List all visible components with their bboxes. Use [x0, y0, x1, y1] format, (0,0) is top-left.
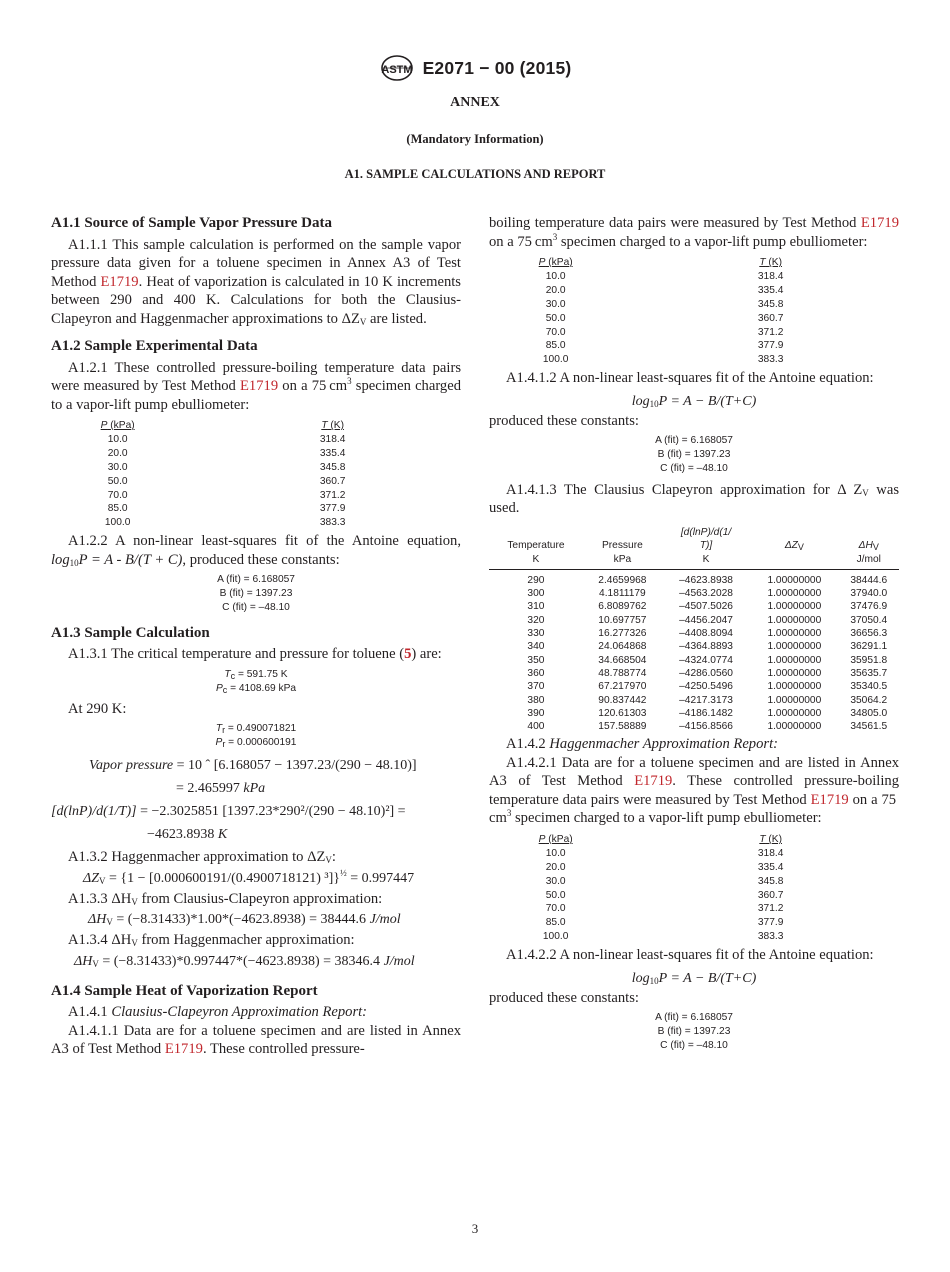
table-row: 20.0 335.4 — [545, 284, 784, 296]
page-header — [0, 54, 950, 87]
reduced-constants: $T_r = 0.490071821$ $P_r = 0.000600191$ — [215, 723, 297, 750]
equation-derivative: [d(lnP)/d(1/T)] = −2.3025851 [1397.23*290²/(290 − 48.10)²] = −4623.8938 K — [51, 804, 406, 843]
equation-delta-z: $\Delta Z_V = \{1 - [0.000600191/(0.4900718121) ^3]\}^{\frac{1}{2}} = 0.997447$ — [83, 867, 415, 886]
right-column — [489, 214, 899, 1058]
column-header-derivative: [d(lnP)/d(1/ T)] K — [662, 526, 750, 569]
table-row: 85.0 377.9 — [545, 340, 784, 352]
equation-delta-h-hagg: $\Delta H_V = (-8.31433)*0.997447*(-4623.8938) = 38346.4$ J/mol — [74, 953, 415, 969]
produced-constants-label: produced these constants: — [489, 989, 639, 1006]
table-row: 100.0 383.3 — [104, 517, 346, 529]
link-e1719[interactable]: E1719 — [164, 1041, 203, 1058]
antoine-constants: A (fit) = 6.168057 B (fit) = 1397.23 C (fit) = –48.10 — [217, 574, 295, 614]
table-row: 20.0 335.4 — [545, 861, 784, 873]
antoine-equation: $\log_{10}P = A - B/(T+C)$ — [631, 393, 757, 409]
paragraph-a1-2-2: A1.2.2 A non-linear least-squares fit of the Antoine equation, $\log_{10}P = A - B/(T + C)$, produced these constants: — [51, 533, 461, 568]
table-row: 85.0 377.9 — [107, 503, 346, 515]
table-row: 10.0 318.4 — [545, 270, 784, 282]
annex-title: ANNEX — [450, 95, 500, 110]
table-row: 100.0 383.3 — [542, 354, 784, 366]
link-e1719[interactable]: E1719 — [634, 773, 673, 790]
paragraph-a1-4-1-1: A1.4.1.1 Data are for a toluene specimen and are listed in Annex A3 of Test Method E1719. These controlled pressure- — [51, 1022, 461, 1058]
clausius-clapeyron-table — [489, 526, 899, 733]
annex-section-title: A1. SAMPLE CALCULATIONS AND REPORT — [344, 167, 606, 181]
table-row: 290 2.4659968 –4623.8938 1.00000000 38444.6 — [527, 574, 888, 586]
astm-logo-icon — [379, 54, 415, 82]
left-column — [51, 214, 461, 1059]
paragraph-a1-3-3: A1.3.3 $\Delta H_V$ from Clausius-Clapeyron approximation: — [68, 890, 383, 907]
equation-vapor-pressure: Vapor pressure = 10 ˆ [6.168057 − 1397.23/(290 − 48.10)] = 2.465997 kPa — [89, 758, 417, 797]
pressure-temperature-table: P (kPa) T (K) 10.0 318.4 20.0 335.4 30.0 345.8 50.0 360.7 70.0 371.2 85.0 377.9 100.0 383.3 — [81, 419, 411, 530]
paragraph-a1-4-1: A1.4.1 Clausius-Clapeyron Approximation Report: — [68, 1004, 368, 1021]
paragraph-a1-1-1: A1.1.1 This sample calculation is performed on the sample vapor pressure data given for a toluene specimen in Annex A3 of Test Method E1719. Heat of vaporization is calculated in 10 K increments between 290 and 400 K. Calculations for both the Clausius-Clapeyron and Haggenmacher approximations to $\Delta Z_V$ are listed. — [51, 236, 461, 327]
table-row: 300 4.1811179 –4563.2028 1.00000000 37940.0 — [527, 588, 888, 600]
at-290k-label: At 290 K: — [68, 700, 127, 717]
annex-subtitle: (Mandatory Information) — [406, 132, 544, 146]
equation-delta-h-cc: $\Delta H_V = (-8.31433)*1.00*(-4623.8938) = 38444.6$ J/mol — [88, 912, 401, 928]
table-row: 20.0 335.4 — [107, 447, 346, 459]
table-row: 70.0 371.2 — [545, 326, 784, 338]
paragraph-a1-4-1-2: A1.4.1.2 A non-linear least-squares fit of the Antoine equation: — [506, 370, 874, 387]
table-row: 50.0 360.7 — [107, 475, 346, 487]
table-row: 30.0 345.8 — [545, 298, 784, 310]
antoine-constants: A (fit) = 6.168057 B (fit) = 1397.23 C (fit) = –48.10 — [655, 1012, 733, 1051]
column-header-delta-z: $\Delta Z_V$ — [750, 526, 838, 569]
table-row: 30.0 345.8 — [545, 875, 784, 887]
table-row: 330 16.277326 –4408.8094 1.00000000 36656.3 — [527, 628, 888, 640]
table-row: 340 24.064868 –4364.8893 1.00000000 36291.1 — [527, 641, 888, 653]
paragraph-a1-4-2: A1.4.2 Haggenmacher Approximation Report: — [506, 736, 778, 753]
paragraph-a1-2-1: A1.2.1 These controlled pressure-boiling temperature data pairs were measured by Test Method E1719 on a 75 $cm^3$ specimen charged to a vapor-lift pump ebulliometer: — [51, 359, 461, 413]
pressure-temperature-table: P (kPa) T (K) 10.0 318.4 20.0 335.4 30.0 345.8 50.0 360.7 70.0 371.2 85.0 377.9 100.0 383.3 — [519, 833, 849, 944]
table-row: 320 10.697757 –4456.2047 1.00000000 37050.4 — [527, 614, 888, 626]
table-row: 100.0 383.3 — [542, 931, 784, 943]
table-row: 310 6.8089762 –4507.5026 1.00000000 37476.9 — [527, 601, 888, 613]
svg-text:ASTM: ASTM — [380, 64, 413, 76]
reference-link[interactable]: 5 — [404, 646, 412, 663]
heading-a1-1: A1.1 Source of Sample Vapor Pressure Data — [51, 215, 332, 231]
table-row: 400 157.58889 –4156.8566 1.00000000 34561.5 — [527, 721, 888, 733]
table-row: 50.0 360.7 — [545, 312, 784, 324]
link-e1719[interactable]: E1719 — [240, 378, 279, 394]
column-header-delta-h: $\Delta H_V$ J/mol — [839, 526, 899, 569]
heading-a1-4: A1.4 Sample Heat of Vaporization Report — [51, 982, 318, 999]
link-e1719[interactable]: E1719 — [810, 791, 849, 808]
paragraph-a1-4-2-2: A1.4.2.2 A non-linear least-squares fit of the Antoine equation: — [506, 947, 874, 964]
table-row: 30.0 345.8 — [107, 461, 346, 473]
table-row: 10.0 318.4 — [545, 847, 784, 859]
table-row: 10.0 318.4 — [107, 433, 346, 445]
paragraph-a1-4-2-1: A1.4.2.1 Data are for a toluene specimen and are listed in Annex A3 of Test Method E1719. These controlled pressure-boiling temperature data pairs were measured by Test Method E1719 on a 75 $cm^3$ specimen charged to a vapor-lift pump ebulliometer: — [489, 754, 899, 827]
pressure-temperature-table: P (kPa) T (K) 10.0 318.4 20.0 335.4 30.0 345.8 50.0 360.7 70.0 371.2 85.0 377.9 100.0 383.3 — [519, 256, 849, 367]
table-row: 85.0 377.9 — [545, 917, 784, 929]
paragraph-a1-4-1-1-cont: boiling temperature data pairs were measured by Test Method E1719 on a 75 $cm^3$ specimen charged to a vapor-lift pump ebulliometer: — [489, 215, 899, 250]
column-header-pressure: Pressure kPa — [583, 526, 662, 569]
table-row: 350 34.668504 –4324.0774 1.00000000 35951.8 — [527, 654, 888, 666]
link-e1719[interactable]: E1719 — [100, 273, 139, 290]
paragraph-a1-4-1-3: A1.4.1.3 The Clausius Clapeyron approximation for Δ $Z_V$ was used. — [489, 481, 899, 517]
table-row: 50.0 360.7 — [545, 889, 784, 901]
link-e1719[interactable]: E1719 — [860, 215, 899, 231]
antoine-equation: $\log_{10}P = A - B/(T+C)$ — [631, 970, 757, 986]
table-row: 360 48.788774 –4286.0560 1.00000000 35635.7 — [527, 667, 888, 679]
table-row: 370 67.217970 –4250.5496 1.00000000 35340.5 — [527, 681, 888, 693]
table-row: 70.0 371.2 — [545, 903, 784, 915]
antoine-constants: A (fit) = 6.168057 B (fit) = 1397.23 C (fit) = –48.10 — [655, 435, 733, 475]
table-row: 70.0 371.2 — [107, 489, 346, 501]
heading-a1-2: A1.2 Sample Experimental Data — [51, 338, 258, 354]
table-row: 390 120.61303 –4186.1482 1.00000000 34805.0 — [527, 707, 888, 719]
document-code: E2071 − 00 (2015) — [422, 57, 572, 78]
critical-constants: $T_c = 591.75$ K $P_c = 4108.69$ kPa — [215, 668, 297, 695]
paragraph-a1-3-4: A1.3.4 $\Delta H_V$ from Haggenmacher approximation: — [68, 932, 355, 949]
paragraph-a1-3-2: A1.3.2 Haggenmacher approximation to $\Delta Z_V$: — [68, 849, 336, 866]
paragraph-a1-3-1: A1.3.1 The critical temperature and pressure for toluene (5) are: — [68, 646, 442, 663]
heading-a1-3: A1.3 Sample Calculation — [51, 624, 210, 641]
table-row: 380 90.837442 –4217.3173 1.00000000 35064.2 — [527, 694, 888, 706]
page-number: 3 — [471, 1221, 479, 1236]
produced-constants-label: produced these constants: — [489, 412, 639, 429]
column-header-temperature: Temperature K — [489, 526, 583, 569]
